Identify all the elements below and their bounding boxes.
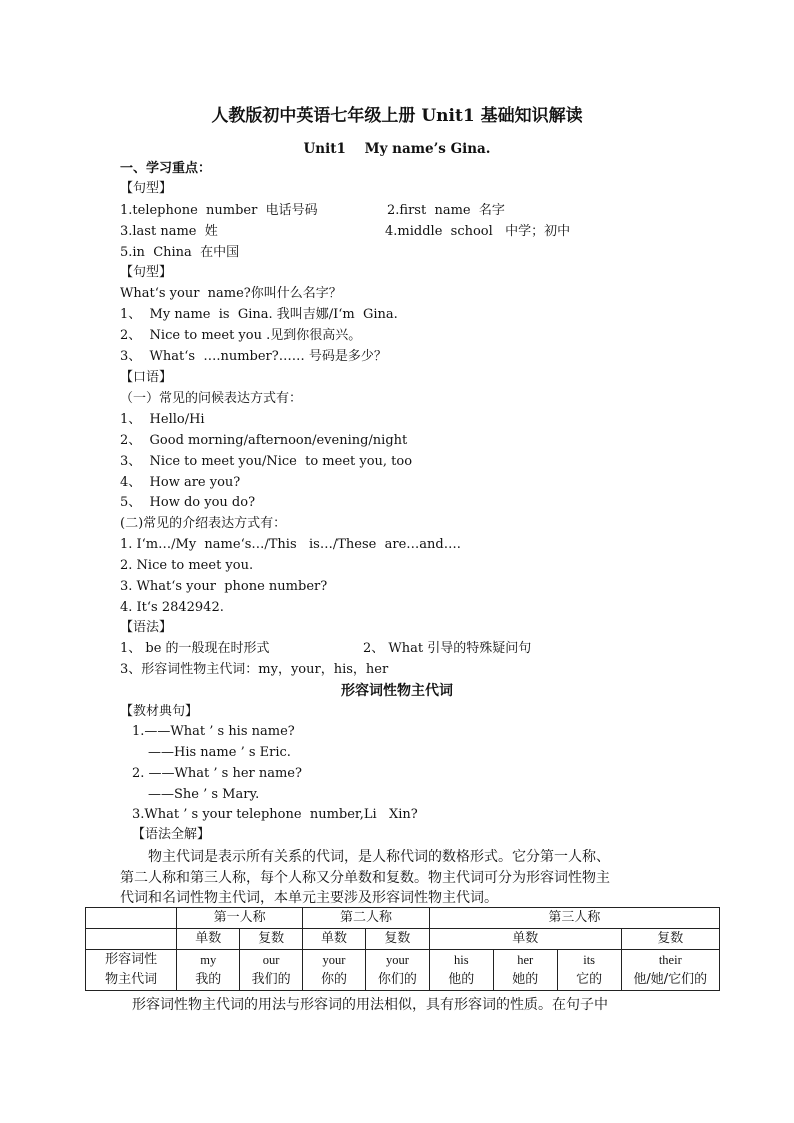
table-header-row <box>86 908 720 929</box>
header-singular: 单数 <box>429 929 621 950</box>
section-heading: 一、学习重点： <box>120 161 212 176</box>
table-cell <box>303 950 366 991</box>
bracket-heading-grammar: 【语法】 <box>120 620 173 635</box>
bracket-heading-sentence: 【句型】 <box>120 181 173 196</box>
header-first-person: 第一人称 <box>177 908 303 929</box>
oral-subheading: (二)常见的介绍表达方式有： <box>120 516 287 531</box>
example-line: ——His name ’ s Eric. <box>148 745 291 760</box>
table-cell <box>240 950 303 991</box>
bracket-heading-examples: 【教材典句】 <box>120 704 199 719</box>
table-cell <box>429 950 493 991</box>
phrase-item: 2.first name 名字 <box>387 203 505 218</box>
example-line: 1.——What ’ s his name? <box>132 724 295 739</box>
header-singular: 单数 <box>303 929 366 950</box>
intro-item: 1. I‘m…/My name‘s…/This is…/These are…and…. <box>120 537 461 552</box>
pronoun-zh: 它的 <box>576 972 603 987</box>
table-cell <box>557 950 621 991</box>
header-plural: 复数 <box>621 929 719 950</box>
row-label-line: 形容词性 <box>105 952 158 967</box>
header-third-person: 第三人称 <box>429 908 719 929</box>
bracket-heading-oral: 【口语】 <box>120 370 173 385</box>
paragraph-line: 第二人称和第三人称，每个人称又分单数和复数。物主代词可分为形容词性物主 <box>120 870 610 886</box>
oral-item: 2、 Good morning/afternoon/evening/night <box>120 433 408 448</box>
pronoun-en: my <box>200 953 217 967</box>
table-cell <box>493 950 557 991</box>
phrase-item: 4.middle school 中学；初中 <box>385 224 571 239</box>
pronoun-en: your <box>322 953 346 967</box>
phrase-item: 5.in China 在中国 <box>120 245 240 260</box>
section-title: 形容词性物主代词 <box>341 683 453 699</box>
oral-item: 4、 How are you? <box>120 475 241 490</box>
paragraph-line: 代词和名词性物主代词，本单元主要涉及形容词性物主代词。 <box>120 890 498 906</box>
row-label <box>86 950 177 991</box>
grammar-item: 3、形容词性物主代词：my，your，his，her <box>120 662 389 677</box>
sentence-line: What‘s your name?你叫什么名字？ <box>120 286 342 301</box>
row-label-line: 物主代词 <box>105 972 158 987</box>
table-row <box>86 950 720 991</box>
header-plural: 复数 <box>240 929 303 950</box>
phrase-item: 1.telephone number 电话号码 <box>120 203 318 218</box>
table-cell <box>365 950 429 991</box>
pronoun-zh: 他的 <box>448 972 475 987</box>
table-cell <box>621 950 719 991</box>
oral-subheading: （一）常见的问候表达方式有： <box>120 391 303 406</box>
pronoun-zh: 你的 <box>321 972 348 987</box>
intro-item: 4. It‘s 2842942. <box>120 600 224 615</box>
example-line: 3.What ’ s your telephone number,Li Xin? <box>132 807 418 822</box>
header-plural: 复数 <box>365 929 429 950</box>
oral-item: 1、 Hello/Hi <box>120 412 205 427</box>
pronoun-en: its <box>583 953 596 967</box>
table-corner-cell <box>86 929 177 950</box>
pronoun-zh: 我的 <box>195 972 222 987</box>
table-cell <box>177 950 240 991</box>
possessive-pronoun-table <box>85 907 720 991</box>
header-second-person: 第二人称 <box>303 908 430 929</box>
intro-item: 2. Nice to meet you. <box>120 558 254 573</box>
table-corner-cell <box>86 908 177 929</box>
bracket-heading-sentence: 【句型】 <box>120 265 173 280</box>
phrase-item: 3.last name 姓 <box>120 224 218 239</box>
sentence-line: 2、 Nice to meet you .见到你很高兴。 <box>120 328 362 343</box>
pronoun-zh: 他/她/它们的 <box>633 972 708 987</box>
example-line: 2. ——What ’ s her name? <box>132 766 302 781</box>
oral-item: 5、 How do you do? <box>120 495 256 510</box>
pronoun-en: her <box>517 953 534 967</box>
oral-item: 3、 Nice to meet you/Nice to meet you, too <box>120 454 413 469</box>
sentence-line: 3、 What‘s ….number?…… 号码是多少？ <box>120 349 387 364</box>
paragraph-line: 物主代词是表示所有关系的代词，是人称代词的数格形式。它分第一人称、 <box>148 849 610 865</box>
pronoun-zh: 我们的 <box>251 972 291 987</box>
grammar-item: 1、 be 的一般现在时形式 <box>120 641 270 656</box>
sentence-line: 1、 My name is Gina. 我叫吉娜/I‘m Gina. <box>120 307 398 322</box>
grammar-item: 2、 What 引导的特殊疑问句 <box>363 641 532 656</box>
table-number-row <box>86 929 720 950</box>
intro-item: 3. What‘s your phone number? <box>120 579 328 594</box>
header-singular: 单数 <box>177 929 240 950</box>
pronoun-en: his <box>454 953 469 967</box>
example-line: ——She ’ s Mary. <box>148 787 260 802</box>
pronoun-zh: 你们的 <box>377 972 417 987</box>
pronoun-en: their <box>658 953 682 967</box>
document-title: 人教版初中英语七年级上册 Unit1 基础知识解读 <box>211 106 583 126</box>
pronoun-en: our <box>262 953 280 967</box>
bracket-heading-explanation: 【语法全解】 <box>132 827 211 842</box>
paragraph-line: 形容词性物主代词的用法与形容词的用法相似，具有形容词的性质。在句子中 <box>132 997 608 1013</box>
pronoun-zh: 她的 <box>512 972 539 987</box>
unit-subtitle: Unit1 My name’s Gina. <box>303 141 491 157</box>
pronoun-en: your <box>385 953 409 967</box>
